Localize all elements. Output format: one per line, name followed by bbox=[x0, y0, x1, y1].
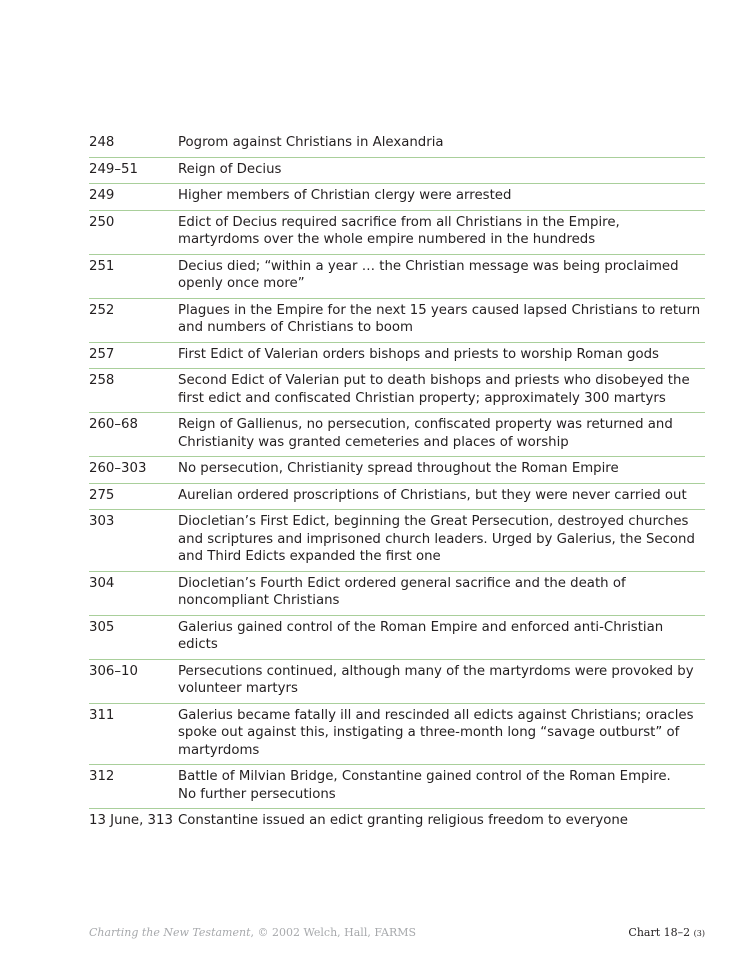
row-date: 252 bbox=[89, 302, 115, 318]
table-row bbox=[89, 765, 705, 809]
row-date: 260–303 bbox=[89, 461, 147, 476]
table-row bbox=[89, 158, 705, 185]
row-event: Battle of Milvian Bridge, Constantine gained control of the Roman Empire. No further persecutions bbox=[178, 769, 671, 802]
table-row bbox=[89, 299, 705, 343]
table-row bbox=[89, 457, 705, 484]
table-row bbox=[89, 184, 705, 211]
row-event: Reign of Gallienus, no persecution, confiscated property was returned and Christianity was granted cemeteries and places of worship bbox=[178, 417, 673, 450]
table-row bbox=[89, 369, 705, 413]
row-date: 249 bbox=[89, 188, 115, 203]
row-date: 306–10 bbox=[89, 663, 138, 679]
row-event: Edict of Decius required sacrifice from all Christians in the Empire, martyrdoms over the whole empire numbered in the hundreds bbox=[178, 214, 620, 247]
row-event: Galerius gained control of the Roman Empire and enforced anti-Christian edicts bbox=[178, 619, 664, 652]
table-row bbox=[89, 660, 705, 704]
row-date: 13 June, 313 bbox=[89, 813, 173, 828]
table-row bbox=[89, 343, 705, 370]
table-row bbox=[89, 484, 705, 511]
row-date: 311 bbox=[89, 707, 115, 723]
footer-citation bbox=[89, 926, 416, 939]
row-date: 275 bbox=[89, 487, 115, 503]
row-date: 250 bbox=[89, 214, 115, 230]
row-event: Pogrom against Christians in Alexandria bbox=[178, 135, 444, 150]
row-date: 257 bbox=[89, 346, 115, 362]
footer-chart-part: (3) bbox=[693, 929, 705, 938]
row-event: First Edict of Valerian orders bishops and priests to worship Roman gods bbox=[178, 346, 659, 362]
row-event: No persecution, Christianity spread throughout the Roman Empire bbox=[178, 461, 619, 476]
row-date: 303 bbox=[89, 514, 115, 529]
row-event: Higher members of Christian clergy were arrested bbox=[178, 188, 512, 203]
row-event: Second Edict of Valerian put to death bishops and priests who disobeyed the first edict and confiscated Christian property; approximately 300 martyrs bbox=[178, 373, 690, 406]
footer-book-title: Charting the New Testament bbox=[89, 926, 251, 939]
row-date: 312 bbox=[89, 769, 115, 784]
row-date: 251 bbox=[89, 258, 115, 274]
row-date: 258 bbox=[89, 373, 115, 388]
row-date: 304 bbox=[89, 575, 115, 591]
row-event: Decius died; “within a year … the Christian message was being proclaimed openly once more” bbox=[178, 258, 679, 291]
table-row bbox=[89, 572, 705, 616]
row-event: Persecutions continued, although many of the martyrdoms were provoked by volunteer martyrs bbox=[178, 663, 694, 696]
row-event: Reign of Decius bbox=[178, 161, 282, 177]
table-row bbox=[89, 809, 705, 835]
footer-chart-label: Chart 18–2 bbox=[628, 926, 691, 939]
row-event: Diocletian’s First Edict, beginning the Great Persecution, destroyed churches and scriptures and imprisoned church leaders. Urged by Galerius, the Second and Third Edicts expanded the first one bbox=[178, 514, 695, 564]
footer-copyright: , © 2002 Welch, Hall, FARMS bbox=[250, 926, 417, 939]
footer-chart-number bbox=[628, 926, 705, 939]
row-event: Aurelian ordered proscriptions of Christians, but they were never carried out bbox=[178, 487, 687, 503]
row-date: 248 bbox=[89, 135, 115, 150]
table-row bbox=[89, 616, 705, 660]
timeline-table bbox=[89, 131, 705, 835]
row-date: 260–68 bbox=[89, 417, 138, 432]
table-row bbox=[89, 510, 705, 572]
table-row bbox=[89, 255, 705, 299]
row-event: Galerius became fatally ill and rescinded all edicts against Christians; oracles spoke out against this, instigating a three-month long “savage outburst” of martyrdoms bbox=[178, 707, 694, 758]
row-event: Constantine issued an edict granting religious freedom to everyone bbox=[178, 813, 628, 828]
row-date: 249–51 bbox=[89, 161, 138, 177]
table-row bbox=[89, 413, 705, 457]
table-row bbox=[89, 131, 705, 158]
table-row bbox=[89, 211, 705, 255]
row-event: Plagues in the Empire for the next 15 years caused lapsed Christians to return and numbers of Christians to boom bbox=[178, 302, 701, 335]
row-event: Diocletian’s Fourth Edict ordered general sacrifice and the death of noncompliant Christians bbox=[178, 575, 626, 608]
row-date: 305 bbox=[89, 619, 115, 635]
table-row bbox=[89, 704, 705, 766]
